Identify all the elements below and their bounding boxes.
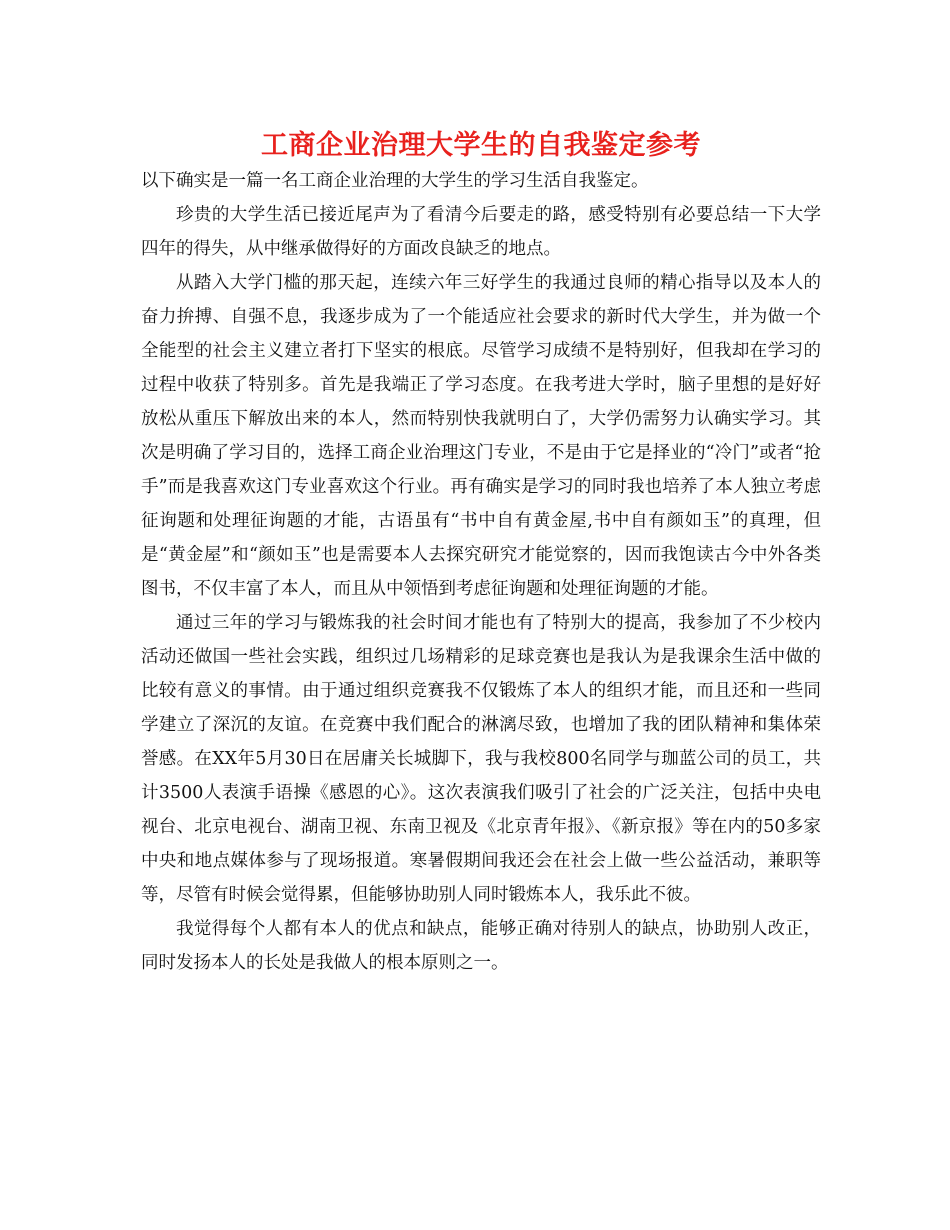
intro-paragraph: 以下确实是一篇一名工商企业治理的大学生的学习生活自我鉴定。 (141, 171, 649, 191)
document-page (141, 128, 821, 980)
body-paragraph-2: 从踏入大学门槛的那天起，连续六年三好学生的我通过良师的精心指导以及本人的奋力拚搏、自强不息，我逐步成为了一个能适应社会要求的新时代大学生，并为做一个全能型的社会主义建立者打下坚实的根底。尽管学习成绩不是特别好，但我却在学习的过程中收获了特别多。首先是我端正了学习态度。在我考进大学时，脑子里想的是好好放松从重压下解放出来的本人，然而特别快我就明白了，大学仍需努力认确实学习。其次是明确了学习目的，选择工商企业治理这门专业，不是由于它是择业的“冷门”或者“抢手”而是我喜欢这门专业喜欢这个行业。再有确实是学习的同时我也培养了本人独立考虑征询题和处理征询题的才能，古语虽有“书中自有黄金屋,书中自有颜如玉”的真理，但是“黄金屋”和“颜如玉”也是需要本人去探究研究才能觉察的，因而我饱读古今中外各类图书，不仅丰富了本人，而且从中领悟到考虑征询题和处理征询题的才能。 (141, 273, 821, 599)
body-paragraph-1: 珍贵的大学生活已接近尾声为了看清今后要走的路，感受特别有必要总结一下大学四年的得失，从中继承做得好的方面改良缺乏的地点。 (141, 205, 821, 259)
document-title: 工商企业治理大学生的自我鉴定参考 (261, 130, 701, 161)
body-paragraph-4: 我觉得每个人都有本人的优点和缺点，能够正确对待别人的缺点，协助别人改正，同时发扬本人的长处是我做人的根本原则之一。 (141, 919, 821, 973)
body-paragraph-3: 通过三年的学习与锻炼我的社会时间才能也有了特别大的提高，我参加了不少校内活动还做国一些社会实践，组织过几场精彩的足球竞赛也是我认为是我课余生活中做的比较有意义的事情。由于通过组织竞赛我不仅锻炼了本人的组织才能，而且还和一些同学建立了深沉的友谊。在竞赛中我们配合的淋漓尽致，也增加了我的团队精神和集体荣誉感。在XX年5月30日在居庸关长城脚下，我与我校800名同学与珈蓝公司的员工，共计3500人表演手语操《感恩的心》。这次表演我们吸引了社会的广泛关注，包括中央电视台、北京电视台、湖南卫视、东南卫视及《北京青年报》、《新京报》等在内的50多家中央和地点媒体参与了现场报道。寒暑假期间我还会在社会上做一些公益活动，兼职等等，尽管有时候会觉得累，但能够协助别人同时锻炼本人，我乐此不彼。 (141, 613, 821, 905)
